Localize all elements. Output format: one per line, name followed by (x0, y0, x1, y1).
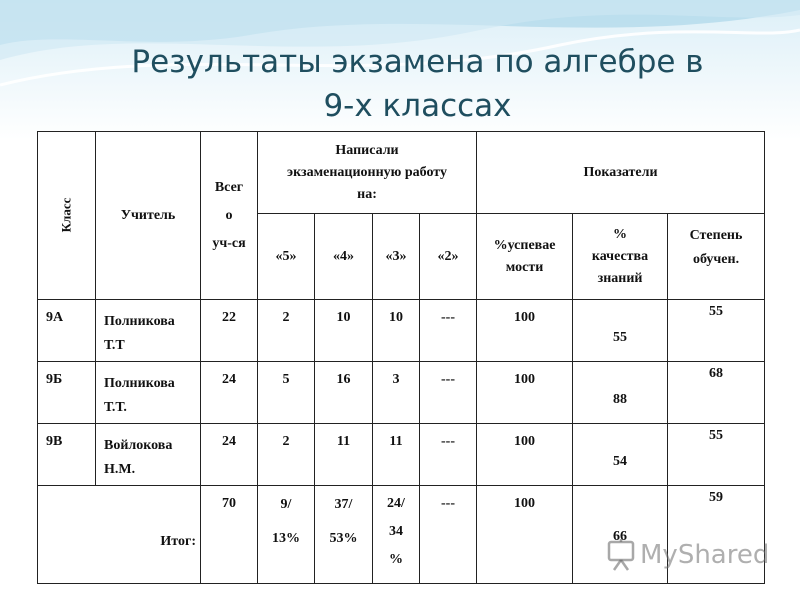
header-grade2: «2» (420, 214, 477, 300)
row-degree: 68 (668, 362, 765, 424)
row-grade2: --- (420, 424, 477, 486)
page-title (0, 40, 800, 128)
row-grade3: 11 (373, 424, 420, 486)
header-total-line: Всег (214, 179, 244, 195)
row-total: 24 (201, 424, 258, 486)
header-indicators: Показатели (477, 132, 765, 214)
summary-grade5-line: 9/ (280, 497, 292, 512)
header-total (201, 132, 258, 300)
header-success (477, 214, 573, 300)
row-success: 100 (477, 300, 573, 362)
row-teacher (96, 300, 201, 362)
header-total-line: уч-ся (212, 235, 246, 251)
header-wrote-line: экзаменационную работу (287, 164, 447, 180)
summary-grade3-line: 24/ (387, 496, 405, 511)
page-title-line2: 9-х классах (323, 88, 512, 124)
header-wrote (258, 132, 477, 214)
row-grade5: 2 (258, 424, 315, 486)
table-row (38, 362, 765, 424)
row-grade2: --- (420, 362, 477, 424)
row-teacher-line: Полникова (104, 376, 175, 391)
row-total: 22 (201, 300, 258, 362)
row-teacher-line: Т.Т (104, 338, 125, 353)
header-grade4: «4» (315, 214, 373, 300)
row-grade4: 16 (315, 362, 373, 424)
header-quality-line: качества (591, 248, 649, 264)
page-title-line1: Результаты экзамена по алгебре в (131, 44, 704, 80)
row-grade5: 2 (258, 300, 315, 362)
row-teacher-line: Полникова (104, 314, 175, 329)
row-degree: 55 (668, 424, 765, 486)
row-quality: 54 (573, 424, 668, 486)
row-degree: 55 (668, 300, 765, 362)
summary-quality: 66 (573, 486, 668, 584)
row-class: 9Б (38, 362, 96, 424)
row-success: 100 (477, 362, 573, 424)
results-table (37, 131, 765, 584)
row-grade3: 3 (373, 362, 420, 424)
header-wrote-line: Написали (335, 142, 399, 158)
header-grade3: «3» (373, 214, 420, 300)
header-teacher: Учитель (96, 132, 201, 300)
summary-total: 70 (201, 486, 258, 584)
header-wrote-line: на: (357, 186, 377, 202)
row-quality: 55 (573, 300, 668, 362)
header-row-1 (38, 132, 765, 214)
row-teacher-line: Войлокова (104, 438, 173, 453)
row-total: 24 (201, 362, 258, 424)
row-success: 100 (477, 424, 573, 486)
row-teacher-line: Т.Т. (104, 400, 127, 415)
summary-grade5 (258, 486, 315, 584)
summary-grade3-line: % (389, 552, 403, 567)
header-quality-line: % (613, 226, 628, 242)
watermark-text: MyShared (640, 540, 770, 570)
row-grade4: 11 (315, 424, 373, 486)
table-row (38, 300, 765, 362)
row-grade3: 10 (373, 300, 420, 362)
row-quality: 88 (573, 362, 668, 424)
presentation-board-icon (606, 538, 636, 572)
header-class-cell (38, 132, 96, 300)
row-class: 9А (38, 300, 96, 362)
summary-grade4-line: 37/ (334, 497, 353, 512)
row-teacher (96, 362, 201, 424)
header-quality (573, 214, 668, 300)
row-grade2: --- (420, 300, 477, 362)
summary-grade2: --- (420, 486, 477, 584)
summary-grade5-line: 13% (272, 531, 300, 546)
summary-grade4 (315, 486, 373, 584)
header-degree-line: обучен. (692, 252, 740, 267)
watermark (606, 538, 769, 572)
header-class: Класс (58, 197, 74, 233)
row-teacher (96, 424, 201, 486)
header-success-line: %успевае (493, 237, 556, 253)
summary-label: Итог: (38, 486, 201, 584)
row-teacher-line: Н.М. (104, 462, 136, 477)
row-grade5: 5 (258, 362, 315, 424)
summary-grade3 (373, 486, 420, 584)
row-class: 9В (38, 424, 96, 486)
header-degree (668, 214, 765, 300)
table-row (38, 424, 765, 486)
summary-grade4-line: 53% (329, 531, 358, 546)
header-success-line: мости (505, 259, 544, 275)
header-total-line: о (225, 207, 233, 223)
summary-degree: 59 (668, 486, 765, 584)
summary-success: 100 (477, 486, 573, 584)
header-quality-line: знаний (597, 270, 643, 286)
row-grade4: 10 (315, 300, 373, 362)
header-grade5: «5» (258, 214, 315, 300)
header-degree-line: Степень (689, 228, 743, 243)
summary-grade3-line: 34 (389, 524, 403, 539)
